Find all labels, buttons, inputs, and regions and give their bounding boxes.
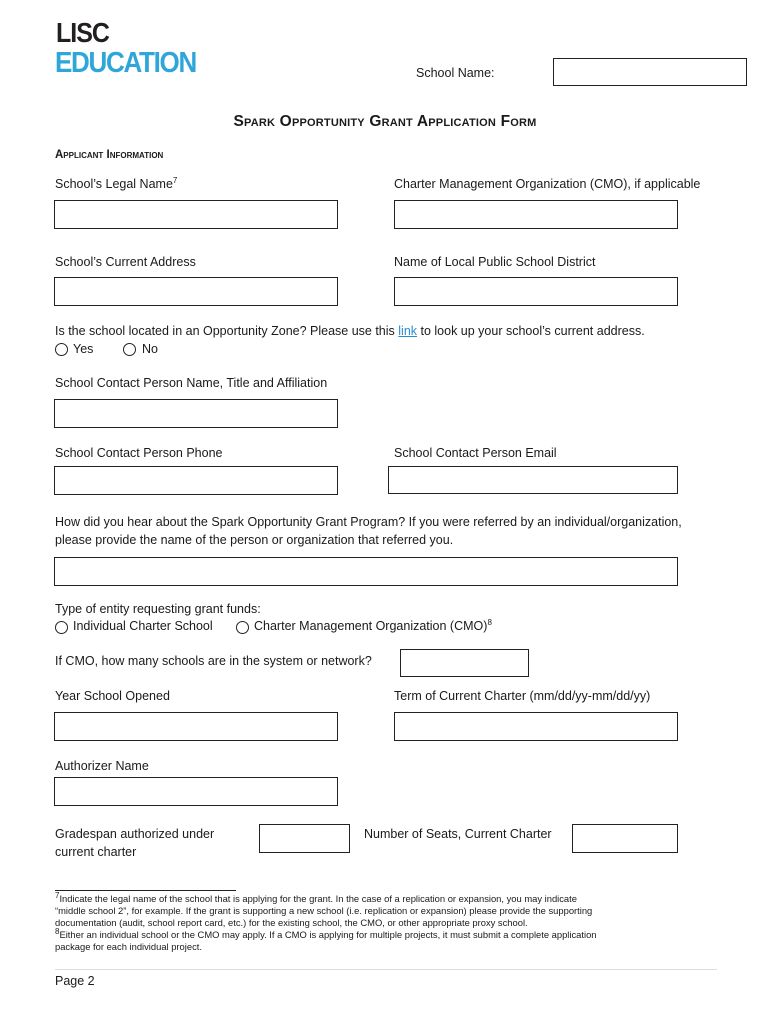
district-label: Name of Local Public School District (394, 255, 596, 269)
footnote-divider (55, 890, 236, 891)
authorizer-label: Authorizer Name (55, 759, 149, 773)
address-label: School’s Current Address (55, 255, 196, 269)
footnote-8-line2: package for each individual project. (55, 941, 202, 952)
opportunity-zone-question: Is the school located in an Opportunity Zone? Please use this link to look up your school’s current address. (55, 324, 645, 338)
gradespan-label-line1: Gradespan authorized under (55, 827, 215, 841)
charter-term-input[interactable] (394, 712, 678, 741)
seats-label: Number of Seats, Current Charter (364, 827, 552, 841)
legal-name-label: School’s Legal Name$^7$ (55, 175, 178, 191)
year-opened-label: Year School Opened (55, 689, 170, 703)
contact-email-label: School Contact Person Email (394, 446, 557, 460)
no-label: No (142, 342, 158, 356)
yes-radio[interactable] (55, 343, 68, 356)
charter-term-label: Term of Current Charter (mm/dd/yy-mm/dd/yy) (394, 689, 651, 703)
cmo-count-input[interactable] (400, 649, 529, 677)
referral-question-line2: please provide the name of the person or organization that referred you. (55, 533, 454, 547)
yes-label: Yes (73, 342, 94, 356)
contact-name-label: School Contact Person Name, Title and Affiliation (55, 376, 328, 390)
contact-phone-label: School Contact Person Phone (55, 446, 223, 460)
cmo-input[interactable] (394, 200, 678, 229)
year-opened-input[interactable] (54, 712, 338, 741)
cmo-option-label: Charter Management Organization (CMO)$^8$ (254, 617, 492, 633)
individual-school-label: Individual Charter School (73, 619, 213, 633)
footnote-7-line2: “middle school 2”, for example. If the grant is supporting a new school (i.e. replication or expansion) please provide the supporting (55, 905, 593, 916)
cmo-radio[interactable] (236, 621, 249, 634)
gradespan-label-line2: current charter (55, 845, 137, 859)
individual-school-radio[interactable] (55, 621, 68, 634)
cmo-count-label: If CMO, how many schools are in the system or network? (55, 654, 372, 668)
school-name-label: School Name: (416, 66, 495, 80)
seats-input[interactable] (572, 824, 678, 853)
authorizer-input[interactable] (54, 777, 338, 806)
district-input[interactable] (394, 277, 678, 306)
no-radio[interactable] (123, 343, 136, 356)
footnote-8-line1: $^8$Either an individual school or the CMO may apply. If a CMO is applying for multiple projects, it must submit a complete application (55, 926, 597, 940)
referral-input[interactable] (54, 557, 678, 586)
contact-name-input[interactable] (54, 399, 338, 428)
footnote-7-line3: documentation (audit, school report card, etc.) for the existing school, the CMO, or other appropriate proxy school. (55, 917, 528, 928)
school-name-input[interactable] (553, 58, 747, 86)
logo-education: EDUCATION (55, 45, 196, 79)
legal-name-input[interactable] (54, 200, 338, 229)
contact-email-input[interactable] (388, 466, 678, 494)
footer-divider (55, 969, 717, 970)
page-title: Spark Opportunity Grant Application Form (233, 113, 537, 130)
section-heading: Applicant Information (55, 149, 164, 161)
lookup-link[interactable]: link (398, 324, 418, 338)
contact-phone-input[interactable] (54, 466, 338, 495)
address-input[interactable] (54, 277, 338, 306)
page-number: Page 2 (55, 974, 95, 988)
logo-lisc: LISC (56, 17, 109, 49)
footnote-7-line1: $^7$Indicate the legal name of the school that is applying for the grant. In the case of a replication or expansion, you may indicate (55, 890, 577, 904)
gradespan-input[interactable] (259, 824, 350, 853)
referral-question-line1: How did you hear about the Spark Opportunity Grant Program? If you were referred by an individual/organization, (55, 515, 682, 529)
entity-type-label: Type of entity requesting grant funds: (55, 602, 261, 616)
cmo-label: Charter Management Organization (CMO), if applicable (394, 177, 701, 191)
